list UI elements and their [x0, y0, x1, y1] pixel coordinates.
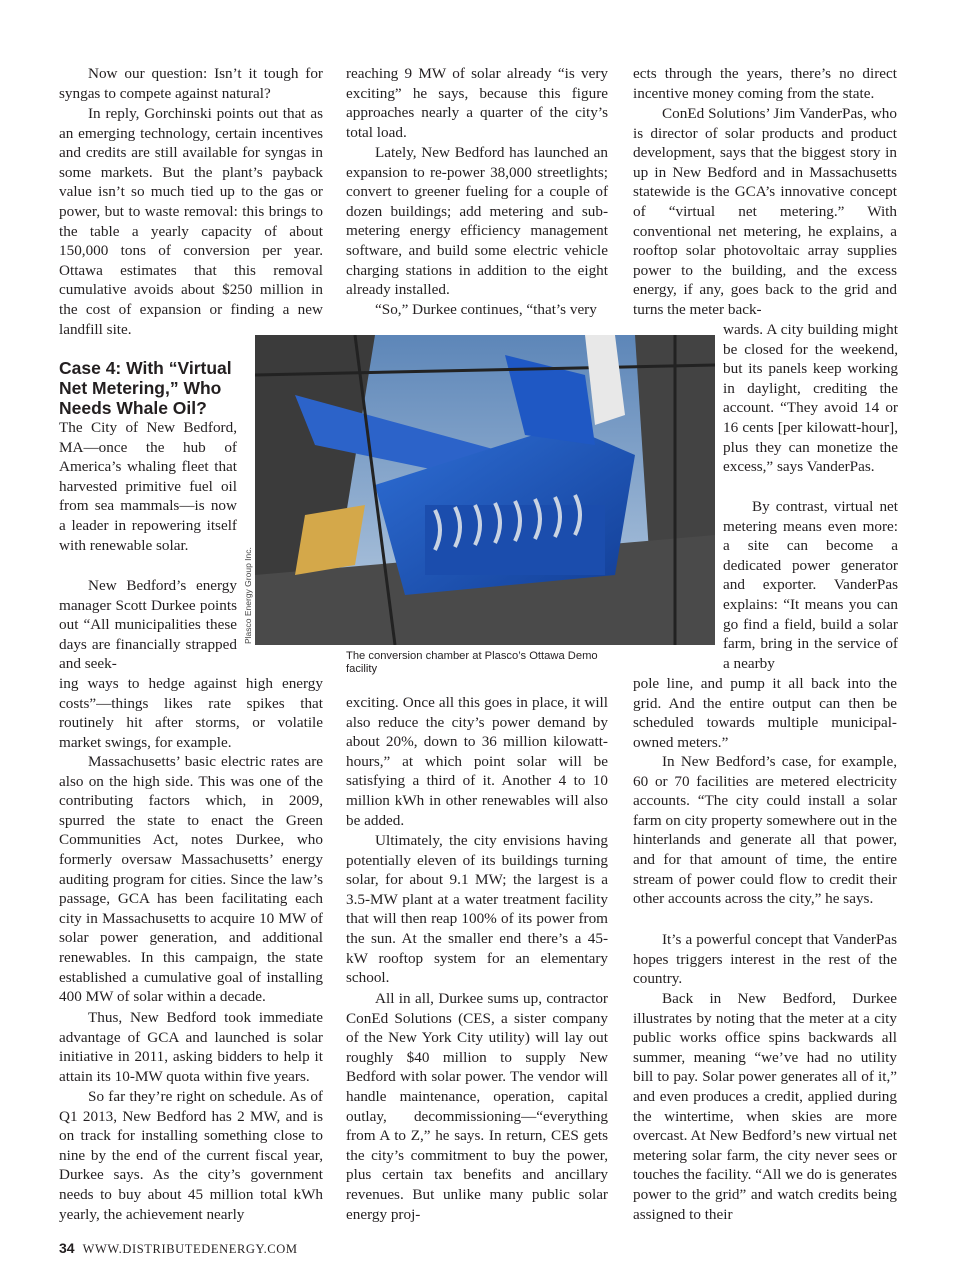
- col1-paragraph-6: Thus, New Bedford took immediate advantage of GCA and launched is solar initiative in 2011, asking bidders to help it attain its 10-MW quota within five years.: [59, 1009, 323, 1085]
- photo-credit: Plasco Energy Group Inc.: [243, 547, 253, 644]
- col1-paragraph-2: In reply, Gorchinski points out that as an emerging technology, certain incentives and credits are still available for syngas in some markets. But the plant’s payback value isn’t so much tied up to the gas or power, but to waste removal: this brings to the table a yearly capacity of about 150,000 tons of conversion per year. Ottawa estimates that this removal cumulative avoids about $250 million in the cost of expansion or finding a new landfill site.: [59, 105, 323, 338]
- col2-paragraph-1: reaching 9 MW of solar already “is very exciting” he says, because this figure approaches nearly a quarter of the city’s total load.: [346, 65, 608, 141]
- col1-paragraph-4-wide: ing ways to hedge against high energy costs”—things likes rate spikes that routinely hit after storms, or volatile market swings, for example.: [59, 675, 323, 751]
- col3-paragraph-1: ects through the years, there’s no direct incentive money coming from the state.: [633, 65, 897, 102]
- section-heading: Case 4: With “Virtual Net Metering,” Who Needs Whale Oil?: [59, 358, 232, 418]
- col3-paragraph-3-narrow: wards. A city building might be closed for the weekend, but its panels keep working in daylight, crediting the account. “They avoid 14 or 16 cents [per kilowatt-hour], plus they can monetize the excess,” says VanderPas.: [723, 321, 898, 476]
- col3-paragraph-4-narrow: By contrast, virtual net metering means even more: a site can become a dedicated power generator and exporter. VanderPas explains: “It means you can go find a field, build a solar farm, bring in the service of a nearby: [723, 498, 898, 672]
- facility-photo: [255, 335, 715, 645]
- col2-paragraph-6: All in all, Durkee sums up, contractor ConEd Solutions (CES, a sister company of the New York City utility) will lay out roughly $40 million to supply New Bedford with solar power. The vendor will handle maintenance, operation, capital outlay, decommissioning—“everything from A to Z,” he says. In return, CES gets the city’s commitment to buy the power, plus certain tax benefits and ancillary revenues. But unlike many public solar energy proj-: [346, 990, 608, 1223]
- col1-paragraph-3: The City of New Bedford, MA—once the hub of America’s whaling fleet that harvested primitive fuel oil from sea mammals—is now a leader in repowering itself with renewable solar.: [59, 419, 237, 554]
- photo-caption: The conversion chamber at Plasco’s Ottawa Demo facility: [346, 650, 598, 675]
- col3-paragraph-2: ConEd Solutions’ Jim VanderPas, who is director of solar products and product development, says that the biggest story in up in New Bedford and in Massachusetts statewide is the GCA’s innovative concept of “virtual net metering.” With conventional net metering, he explains, a rooftop solar photovoltaic array supplies power to the building, and the excess energy, if any, goes back to the grid and turns the meter back-: [633, 105, 897, 318]
- page-number: 34: [59, 1240, 75, 1256]
- col2-paragraph-3: “So,” Durkee continues, “that’s very: [375, 301, 597, 318]
- col3-paragraph-7: Back in New Bedford, Durkee illustrates by noting that the meter at a city public works office spins backwards all summer, meaning “we’ve had no utility bill to pay. Solar power generates all of it,” and even produces a credit, applied during the wintertime, when skies are more overcast. At New Bedford’s new virtual net metering solar farm, the city never sees or touches the facility. “All we do is generates power to the grid” and watch credits being assigned to their: [633, 990, 897, 1223]
- col3-paragraph-5: In New Bedford’s case, for example, 60 or 70 facilities are metered electricity accounts. “The city could install a solar farm on city property somewhere out in the hinterlands and generate all that power, and for that amount of time, the entire stream of power could flow to credit their other accounts across the city,” he says.: [633, 753, 897, 908]
- col3-paragraph-4-wide: pole line, and pump it all back into the grid. And the entire output can then be scheduled towards multiple municipal-owned meters.”: [633, 675, 897, 751]
- col1-paragraph-5: Massachusetts’ basic electric rates are also on the high side. This was one of the contributing factors which, in 2009, spurred the state to enact the Green Communities Act, notes Durkee, who formerly oversaw Massachusetts’ energy auditing program for cities. Since the law’s passage, GCA has been facilitating each city in Massachusetts to acquire 10 MW of solar power generation, and additional renewables. In this campaign, the state established a cumulative goal of installing 400 MW of solar within a decade.: [59, 753, 323, 1006]
- page-footer: [59, 1240, 298, 1258]
- site-url: WWW.DISTRIBUTEDENERGY.COM: [82, 1242, 298, 1256]
- col1-paragraph-7: So far they’re right on schedule. As of Q1 2013, New Bedford has 2 MW, and is on track for installing something close to nine by the end of the current fiscal year, Durkee says. As the city’s government needs to buy about 45 million total kWh yearly, the achievement nearly: [59, 1088, 323, 1223]
- facility-photo-illustration: [255, 335, 715, 645]
- col3-paragraph-6: It’s a powerful concept that VanderPas hopes triggers interest in the rest of the country.: [633, 931, 897, 988]
- col1-paragraph-1: Now our question: Isn’t it tough for syngas to compete against natural?: [59, 65, 323, 102]
- col1-paragraph-4-narrow: New Bedford’s energy manager Scott Durkee points out “All municipalities these days are financially strapped and seek-: [59, 577, 237, 673]
- col2-paragraph-5: Ultimately, the city envisions having potentially eleven of its buildings turning solar, for about 9.1 MW; the largest is a 3.5-MW plant at a water treatment facility that will then reap 100% of its power from the sun. At the smaller end there’s a 45-kW rooftop system for an elementary school.: [346, 832, 608, 987]
- col2-paragraph-4: exciting. Once all this goes in place, it will also reduce the city’s power demand by about 20%, down to 36 million kilowatt-hours,” at which point solar will be satisfying a third of it. Another 4 to 10 million kWh in other renewables will also be added.: [346, 694, 608, 829]
- col2-paragraph-2: Lately, New Bedford has launched an expansion to re-power 38,000 streetlights; convert to greener fueling for a couple of dozen buildings; add metering and sub-metering energy efficiency management software, and build some electric vehicle charging stations in addition to the eight already installed.: [346, 144, 608, 299]
